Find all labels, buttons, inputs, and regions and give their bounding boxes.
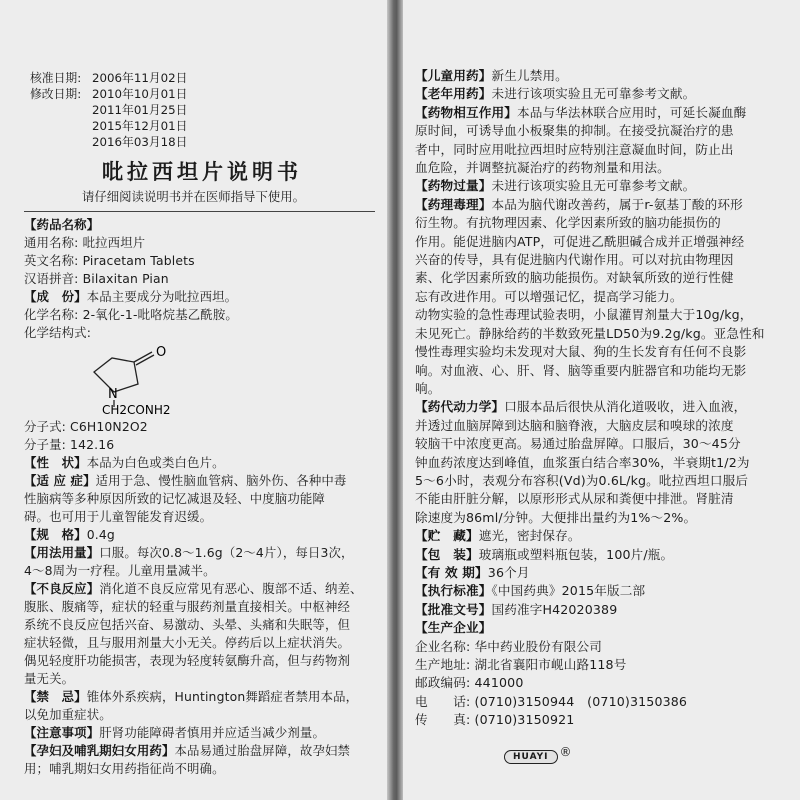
leaflet-line bbox=[415, 546, 800, 564]
section-text: 《中国药典》2015年版二部 bbox=[491, 583, 646, 599]
manufacturer-logo bbox=[504, 745, 572, 764]
section-text: 腹胀、腹痛等，症状的轻重与服药剂量直接相关。中枢神经 bbox=[24, 599, 351, 614]
section-text: 口服本品后很快从消化道吸收，进入血液， bbox=[504, 399, 747, 415]
section-text: 系统不良反应包括兴奋、易激动、头晕、头痛和失眠等，但 bbox=[24, 617, 351, 632]
leaflet-line bbox=[415, 177, 800, 195]
section-text: 钟血药浓度达到峰值，血浆蛋白结合率30%，半衰期t1/2为 bbox=[415, 454, 750, 470]
leaflet-line bbox=[415, 398, 800, 416]
leaflet-line bbox=[415, 435, 800, 453]
left-leaflet-page bbox=[0, 0, 387, 800]
leaflet-line bbox=[24, 760, 387, 778]
section-text: 不能由肝脏分解，以原形形式从尿和粪便中排泄。肾脏清 bbox=[415, 491, 734, 507]
section-heading: 【药品名称】 bbox=[24, 217, 100, 232]
date-value: 2011年01月25日 bbox=[92, 103, 188, 117]
section-text: 锥体外系疾病，Huntington舞蹈症者禁用本品， bbox=[86, 689, 359, 704]
section-text: 用；哺乳期妇女用药指征尚不明确。 bbox=[24, 761, 225, 776]
registered-mark: ® bbox=[559, 745, 572, 759]
section-heading: 【禁 忌】 bbox=[24, 689, 87, 704]
leaflet-line bbox=[415, 269, 800, 287]
leaflet-line bbox=[415, 362, 800, 380]
section-text: 适用于急、慢性脑血管病、脑外伤、各种中毒 bbox=[95, 473, 347, 488]
structure-substituent: CH2CONH2 bbox=[102, 403, 171, 414]
right-section-list bbox=[415, 67, 800, 730]
section-text: 新生儿禁用。 bbox=[491, 68, 568, 83]
section-heading: 【用法用量】 bbox=[24, 545, 100, 560]
structure-o-label: O bbox=[156, 345, 167, 360]
section-text: 本品为脑代谢改善药，属于r-氨基丁酸的环形 bbox=[491, 196, 743, 212]
leaflet-line bbox=[24, 472, 387, 490]
leaflet-line bbox=[24, 634, 387, 652]
section-text: 素、化学因素所致的脑功能损伤。对缺氧所致的逆行性健 bbox=[415, 270, 734, 286]
leaflet-line bbox=[415, 233, 800, 251]
leaflet-line bbox=[24, 234, 387, 252]
leaflet-line bbox=[415, 104, 800, 122]
section-heading: 【注意事项】 bbox=[24, 725, 100, 740]
section-text: 量无关。 bbox=[24, 671, 75, 686]
page-fold bbox=[387, 0, 403, 800]
leaflet-line bbox=[415, 159, 800, 177]
section-text: 忘有改进作用。可以增强记忆，提高学习能力。 bbox=[415, 288, 683, 304]
section-heading: 【包 装】 bbox=[415, 546, 479, 562]
date-label bbox=[30, 134, 92, 150]
leaflet-line bbox=[24, 706, 387, 724]
section-text: 并透过血脑屏障到达脑和脑脊液，大脑皮层和嗅球的浓度 bbox=[415, 417, 734, 433]
section-heading: 【药物过量】 bbox=[415, 178, 492, 194]
section-text: 未进行该项实验且无可靠参考文献。 bbox=[491, 178, 696, 194]
section-text: 36个月 bbox=[487, 564, 530, 580]
section-text: 化学结构式: bbox=[24, 325, 92, 340]
section-text: 者中，同时应用吡拉西坦时应特别注意凝血时间，防止出 bbox=[415, 141, 734, 157]
leaflet-line bbox=[24, 216, 387, 234]
section-text: 0.4g bbox=[86, 527, 115, 542]
section-text: 电 话: (0710)3150944 (0710)3150386 bbox=[415, 693, 688, 709]
section-text: 5～6小时，表观分布容积(Vd)为0.6L/kg。吡拉西坦口服后 bbox=[415, 472, 749, 488]
leaflet-line bbox=[415, 656, 800, 674]
leaflet-line bbox=[24, 616, 387, 634]
leaflet-line bbox=[415, 601, 800, 619]
section-heading: 【贮 藏】 bbox=[415, 528, 479, 544]
section-text: 分子式: C6H10N2O2 bbox=[24, 419, 148, 434]
section-text: 化学名称: 2-氧化-1-吡咯烷基乙酰胺。 bbox=[24, 307, 238, 322]
document-subtitle: 请仔细阅读说明书并在医师指导下使用。 bbox=[82, 189, 306, 204]
section-text: 作用。能促进脑内ATP，可促进乙酰胆碱合成并正增强神经 bbox=[415, 233, 745, 249]
leaflet-line bbox=[415, 564, 800, 582]
leaflet-line bbox=[415, 196, 800, 214]
leaflet-line bbox=[415, 472, 800, 490]
leaflet-line bbox=[415, 490, 800, 508]
leaflet-line bbox=[415, 288, 800, 306]
leaflet-line bbox=[415, 85, 800, 103]
date-value: 2016年03月18日 bbox=[92, 135, 188, 149]
section-text: 玻璃瓶或塑料瓶包装，100片/瓶。 bbox=[478, 546, 674, 562]
leaflet-line bbox=[24, 324, 387, 342]
leaflet-line bbox=[415, 527, 800, 545]
section-heading: 【药代动力学】 bbox=[415, 399, 505, 415]
section-text: 国药准字H42020389 bbox=[491, 601, 618, 617]
section-heading: 【性 状】 bbox=[24, 455, 87, 470]
leaflet-line bbox=[415, 251, 800, 269]
section-heading: 【孕妇及哺乳期妇女用药】 bbox=[24, 743, 175, 758]
section-text: 消化道不良反应常见有恶心、腹部不适、纳差、 bbox=[99, 581, 363, 596]
section-text: 兴奋的传导，具有促进脑内代谢作用。可以对抗由物理因 bbox=[415, 252, 734, 268]
section-text: 偶见轻度肝功能损害，表现为轻度转氨酶升高，但与药物剂 bbox=[24, 653, 351, 668]
leaflet-line bbox=[24, 508, 387, 526]
structure-n-label: N bbox=[108, 387, 118, 402]
section-text: 较脑干中浓度更高。易通过胎盘屏障。口服后，30～45分 bbox=[415, 436, 741, 452]
section-text: 传 真: (0710)3150921 bbox=[415, 712, 575, 728]
section-heading: 【药物相互作用】 bbox=[415, 104, 517, 120]
section-text: 未进行该项实验且无可靠参考文献。 bbox=[491, 86, 696, 102]
right-leaflet-page bbox=[403, 0, 800, 800]
leaflet-line bbox=[24, 490, 387, 508]
section-text: 除速度为86ml/分钟。大便排出量约为1%～2%。 bbox=[415, 509, 697, 525]
section-text: 本品主要成分为吡拉西坦。 bbox=[86, 289, 238, 304]
leaflet-line bbox=[415, 306, 800, 324]
leaflet-line bbox=[415, 509, 800, 527]
section-text: 响。对血液、心、肝、肾、脑等重要内脏器官和功能均无影 bbox=[415, 362, 747, 378]
section-text: 碍。也可用于儿童智能发育迟缓。 bbox=[24, 509, 213, 524]
leaflet-line bbox=[24, 270, 387, 288]
document-title: 吡拉西坦片说明书 bbox=[102, 160, 302, 184]
section-text: 响。 bbox=[415, 380, 441, 396]
section-heading: 【规 格】 bbox=[24, 527, 87, 542]
section-text: 英文名称: Piracetam Tablets bbox=[24, 253, 195, 268]
leaflet-line bbox=[415, 693, 800, 711]
section-heading: 【执行标准】 bbox=[415, 583, 492, 599]
leaflet-line bbox=[24, 652, 387, 670]
leaflet-line bbox=[415, 638, 800, 656]
section-text: 邮政编码: 441000 bbox=[415, 675, 524, 691]
section-heading: 【成 份】 bbox=[24, 289, 87, 304]
leaflet-line bbox=[415, 122, 800, 140]
leaflet-line bbox=[415, 325, 800, 343]
leaflet-line bbox=[415, 582, 800, 600]
leaflet-line bbox=[24, 252, 387, 270]
section-text: 4～8周为一疗程。儿童用量减半。 bbox=[24, 563, 216, 578]
leaflet-line bbox=[415, 711, 800, 729]
section-text: 血危险，并调整抗凝治疗的药物剂量和用法。 bbox=[415, 160, 670, 176]
leaflet-line bbox=[415, 380, 800, 398]
section-text: 本品为白色或类白色片。 bbox=[86, 455, 225, 470]
leaflet-line bbox=[24, 742, 387, 760]
leaflet-line bbox=[24, 670, 387, 688]
section-heading: 【不良反应】 bbox=[24, 581, 100, 596]
leaflet-line bbox=[24, 598, 387, 616]
section-text: 衍生物。有抗物理因素、化学因素所致的脑功能损伤的 bbox=[415, 215, 721, 231]
leaflet-line bbox=[415, 619, 800, 637]
section-text: 汉语拼音: Bilaxitan Pian bbox=[24, 271, 169, 286]
leaflet-line bbox=[415, 417, 800, 435]
leaflet-line bbox=[24, 454, 387, 472]
section-text: 本品与华法林联合应用时，可延长凝血酶 bbox=[516, 104, 747, 120]
section-heading: 【儿童用药】 bbox=[415, 68, 492, 83]
section-text: 肝肾功能障碍者慎用并应适当减少剂量。 bbox=[99, 725, 325, 740]
date-value: 2006年11月02日 bbox=[92, 71, 188, 85]
section-text: 通用名称: 吡拉西坦片 bbox=[24, 235, 146, 250]
logo-badge: HUAYI bbox=[504, 750, 558, 764]
left-section-list-2 bbox=[24, 418, 387, 778]
leaflet-line bbox=[415, 343, 800, 361]
section-text: 性脑病等多种原因所致的记忆减退及轻、中度脑功能障 bbox=[24, 491, 325, 506]
section-heading: 【老年用药】 bbox=[415, 86, 492, 102]
section-text: 企业名称: 华中药业股份有限公司 bbox=[415, 638, 602, 654]
section-text: 慢性毒理实验均未发现对大鼠、狗的生长发育有任何不良影 bbox=[415, 344, 747, 360]
leaflet-line bbox=[24, 526, 387, 544]
left-section-list bbox=[24, 216, 387, 342]
section-heading: 【生产企业】 bbox=[415, 620, 492, 636]
section-heading: 【批准文号】 bbox=[415, 601, 492, 617]
leaflet-line bbox=[415, 67, 800, 85]
date-value: 2015年12月01日 bbox=[92, 119, 188, 133]
section-text: 症状轻微，且与服用剂量大小无关。停药后以上症状消失。 bbox=[24, 635, 351, 650]
leaflet-line bbox=[415, 674, 800, 692]
section-heading: 【有 效 期】 bbox=[415, 564, 488, 580]
section-text: 本品易通过胎盘屏障，故孕妇禁 bbox=[174, 743, 351, 758]
section-text: 遮光，密封保存。 bbox=[478, 528, 581, 544]
approval-dates bbox=[30, 70, 387, 150]
leaflet-line bbox=[24, 306, 387, 324]
date-label bbox=[30, 118, 92, 134]
leaflet-line bbox=[24, 544, 387, 562]
leaflet-line bbox=[24, 562, 387, 580]
leaflet-line bbox=[415, 141, 800, 159]
chemical-structure-diagram bbox=[74, 344, 254, 414]
section-heading: 【适 应 症】 bbox=[24, 473, 96, 488]
date-value: 2010年10月01日 bbox=[92, 87, 188, 101]
section-heading: 【药理毒理】 bbox=[415, 196, 492, 212]
date-label bbox=[30, 102, 92, 118]
leaflet-line bbox=[24, 580, 387, 598]
section-text: 生产地址: 湖北省襄阳市岘山路118号 bbox=[415, 657, 627, 672]
divider bbox=[24, 211, 375, 212]
section-text: 动物实验的急性毒理试验表明，小鼠灌胃剂量大于10g/kg， bbox=[415, 307, 753, 323]
date-label: 修改日期: bbox=[30, 87, 82, 101]
leaflet-line bbox=[24, 436, 387, 454]
leaflet-line bbox=[24, 418, 387, 436]
leaflet-line bbox=[24, 688, 387, 706]
section-text: 口服。每次0.8～1.6g（2～4片），每日3次， bbox=[99, 545, 354, 560]
leaflet-line bbox=[415, 214, 800, 232]
section-text: 分子量: 142.16 bbox=[24, 437, 115, 452]
leaflet-line bbox=[415, 454, 800, 472]
section-text: 原时间，可诱导血小板聚集的抑制。在接受抗凝治疗的患 bbox=[415, 123, 734, 139]
leaflet-line bbox=[24, 288, 387, 306]
section-text: 未见死亡。静脉给药的半数致死量LD50为9.2g/kg。亚急性和 bbox=[415, 325, 765, 341]
section-text: 以免加重症状。 bbox=[24, 707, 112, 722]
date-label: 核准日期: bbox=[30, 71, 82, 85]
leaflet-line bbox=[24, 724, 387, 742]
